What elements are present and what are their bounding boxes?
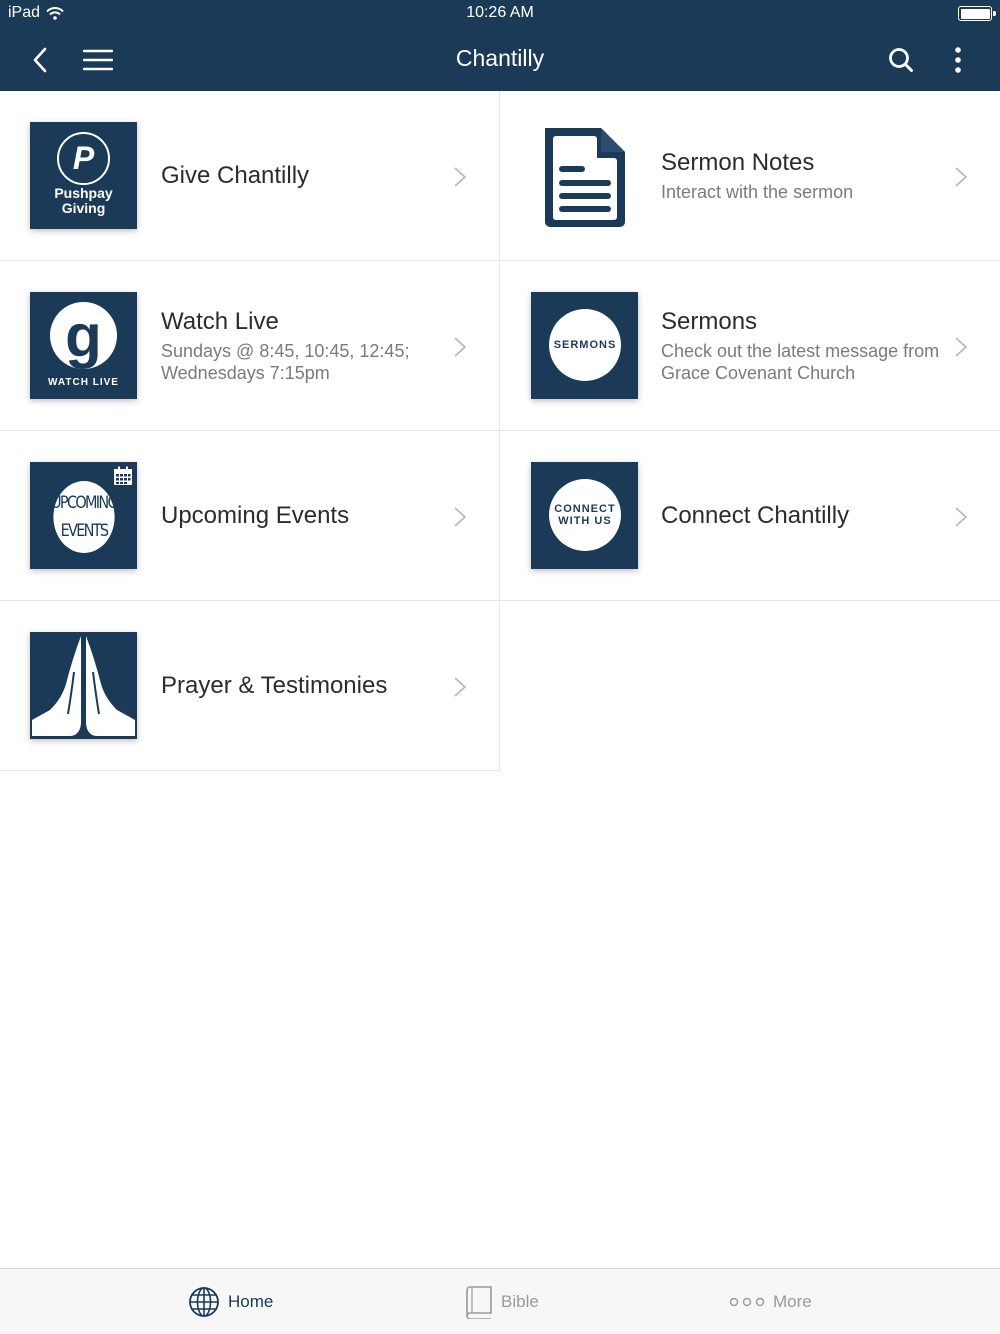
chevron-right-icon [954, 166, 968, 188]
tile-sermon-notes[interactable] [500, 91, 1000, 261]
pushpay-caption-line2: Giving [61, 200, 106, 216]
events-badge-line2: EVENTS [60, 521, 108, 541]
tile-title: Prayer & Testimonies [161, 672, 388, 699]
tile-subtitle: Check out the latest message from Grace Covenant Church [661, 341, 940, 383]
tile-watch-live[interactable] [0, 261, 500, 431]
tab-more-label: More [773, 1292, 812, 1311]
carrier-label: iPad [8, 4, 41, 21]
more-vertical-icon [954, 46, 962, 74]
tile-prayer-testimonies[interactable] [0, 601, 500, 771]
book-icon [465, 1285, 493, 1319]
tile-text [661, 261, 946, 431]
overflow-menu-button[interactable] [940, 42, 976, 78]
chevron-right-icon [954, 336, 968, 358]
document-graphic [531, 122, 638, 229]
status-bar [0, 0, 1000, 28]
tile-title: Upcoming Events [161, 502, 350, 529]
tab-bible[interactable] [465, 1269, 539, 1334]
pushpay-logo [57, 132, 110, 185]
document-icon [531, 122, 638, 229]
search-button[interactable] [883, 42, 919, 78]
tile-text [661, 91, 946, 261]
connect-badge-line1: CONNECT [554, 503, 616, 515]
chevron-right-icon [453, 336, 467, 358]
battery-icon [958, 6, 992, 21]
praying-hands-graphic [30, 632, 137, 739]
pushpay-icon [30, 122, 137, 229]
tile-sermons[interactable] [500, 261, 1000, 431]
tab-bible-label: Bible [501, 1292, 539, 1311]
sermons-icon [531, 292, 638, 399]
tile-text [161, 431, 446, 601]
more-horizontal-icon [729, 1297, 765, 1307]
tile-subtitle: Interact with the sermon [661, 182, 854, 202]
events-badge-line1: UPCOMING [51, 493, 117, 513]
tab-home[interactable] [188, 1269, 273, 1334]
tab-more[interactable] [729, 1269, 812, 1334]
status-time: 10:26 AM [466, 4, 534, 21]
pushpay-caption-line1: Pushpay [54, 185, 113, 201]
connect-icon [531, 462, 638, 569]
tile-title: Connect Chantilly [661, 502, 850, 529]
search-icon [888, 47, 914, 73]
connect-badge-line2: WITH US [558, 515, 612, 527]
tile-title: Sermon Notes [661, 149, 815, 176]
chevron-right-icon [453, 166, 467, 188]
sermons-badge: SERMONS [549, 309, 621, 381]
tile-title: Give Chantilly [161, 162, 310, 189]
watch-live-logo: g [50, 302, 117, 369]
pushpay-letter: P [72, 140, 95, 176]
watch-live-caption: WATCH LIVE [48, 377, 119, 388]
calendar-small-icon [113, 466, 133, 486]
tile-text [161, 601, 446, 771]
tab-home-label: Home [228, 1292, 274, 1311]
top-bar [0, 0, 1000, 91]
chevron-right-icon [954, 506, 968, 528]
tab-bar [0, 1268, 1000, 1334]
events-badge [51, 481, 117, 553]
chevron-right-icon [453, 506, 467, 528]
tile-title: Sermons [661, 308, 758, 335]
navbar [0, 28, 1000, 91]
pushpay-caption [30, 186, 137, 216]
tile-text [161, 261, 446, 431]
watch-live-icon [30, 292, 137, 399]
tile-give-chantilly[interactable] [0, 91, 500, 261]
connect-badge [549, 479, 621, 551]
tile-upcoming-events[interactable] [0, 431, 500, 601]
globe-icon [188, 1286, 220, 1318]
page-title: Chantilly [455, 45, 545, 71]
tile-subtitle: Sundays @ 8:45, 10:45, 12:45; Wednesdays 7:15pm [161, 341, 410, 383]
chevron-right-icon [453, 676, 467, 698]
calendar-icon [30, 462, 137, 569]
praying-hands-icon [30, 632, 137, 739]
tile-connect-chantilly[interactable] [500, 431, 1000, 601]
tile-title: Watch Live [161, 308, 279, 335]
tile-text [661, 431, 946, 601]
tile-text [161, 91, 446, 261]
